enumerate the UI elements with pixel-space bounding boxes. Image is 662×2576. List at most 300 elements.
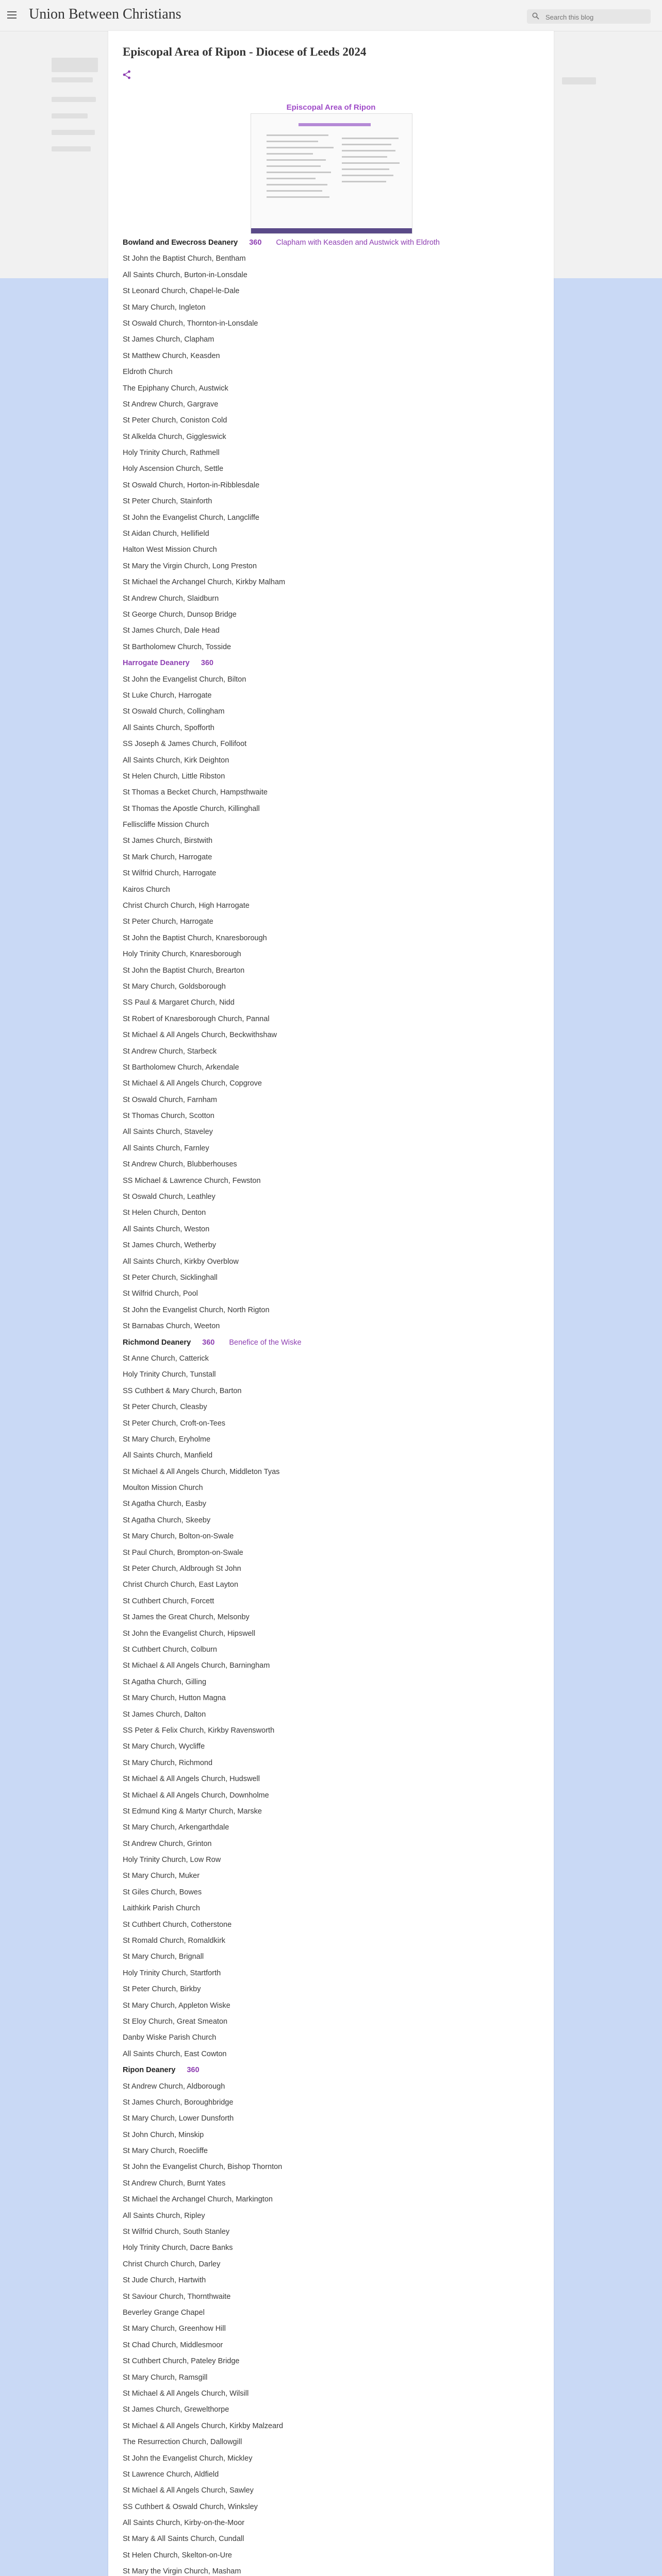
church-name: SS Peter & Felix Church, Kirkby Ravensworth [123,1726,275,1735]
church-name: All Saints Church, Kirk Deighton [123,756,229,765]
tour-360-link[interactable]: 360 [202,1338,215,1347]
church-name: SS Cuthbert & Mary Church, Barton [123,1386,242,1395]
thumbnail-text-line [267,172,331,173]
share-icon[interactable] [123,70,131,79]
church-item [123,2176,545,2192]
thumbnail-text-line [267,147,334,148]
church-name: St Anne Church, Catterick [123,1354,209,1363]
deanery-name: Richmond Deanery [123,1338,191,1347]
church-name: SS Paul & Margaret Church, Nidd [123,998,235,1007]
church-name: St George Church, Dunsop Bridge [123,610,237,619]
church-name: St Mary Church, Arkengarthdale [123,1823,229,1832]
church-name: SS Joseph & James Church, Follifoot [123,740,247,749]
deanery-name: Ripon Deanery [123,2066,176,2075]
church-item [123,332,545,348]
church-item [123,1981,545,1997]
tour-360-link[interactable]: 360 [187,2066,200,2075]
church-item [123,1367,545,1383]
church-item [123,2143,545,2159]
church-item [123,1707,545,1723]
thumbnail-text-line [267,134,328,136]
tour-360-link[interactable]: 360 [201,659,213,668]
thumbnail-text-line [342,162,400,164]
sidebar-placeholder [52,58,98,72]
church-name: Felliscliffe Mission Church [123,821,209,829]
church-item [123,898,545,914]
church-item [123,2257,545,2273]
thumbnail-text-line [267,196,329,198]
church-name: St John Church, Minskip [123,2130,204,2139]
church-item [123,445,545,461]
church-item [123,639,545,655]
church-item [123,2548,545,2564]
church-item [123,1302,545,1318]
church-name: St Saviour Church, Thornthwaite [123,2292,231,2301]
church-item [123,1416,545,1432]
church-item [123,558,545,574]
church-name: St Peter Church, Birkby [123,1985,201,1994]
church-name: The Epiphany Church, Austwick [123,384,228,393]
top-bar [0,0,662,31]
church-name: St Michael & All Angels Church, Middleton Tyas [123,1467,280,1476]
deanery-name: Harrogate Deanery [123,659,190,668]
church-name: St Leonard Church, Chapel-le-Dale [123,287,240,296]
deanery-name: Bowland and Ewecross Deanery [123,239,238,247]
church-name: All Saints Church, Kirkby Overblow [123,1257,239,1266]
church-item [123,623,545,639]
church-item [123,1270,545,1286]
church-name: Holy Trinity Church, Dacre Banks [123,2244,233,2252]
church-name: All Saints Church, Kirby-on-the-Moor [123,2519,245,2528]
thumbnail-text-line [267,165,321,167]
church-name: St Andrew Church, Aldborough [123,2082,225,2091]
church-name: St Bartholomew Church, Tosside [123,642,231,651]
church-item [123,2321,545,2337]
church-name: St Andrew Church, Burnt Yates [123,2179,226,2188]
church-item [123,769,545,785]
church-name: St Mary Church, Ingleton [123,303,206,312]
church-item [123,397,545,413]
church-name: St Michael the Archangel Church, Kirkby Malham [123,578,286,587]
church-item [123,1545,545,1561]
menu-icon[interactable] [7,11,16,19]
church-item [123,1949,545,1965]
church-name: St Jude Church, Hartwith [123,2276,206,2285]
deanery-heading [123,2062,545,2078]
church-name: All Saints Church, Weston [123,1225,210,1233]
church-name: Holy Trinity Church, Startforth [123,1969,221,1977]
church-item [123,1044,545,1060]
church-item [123,736,545,752]
church-name: St John the Baptist Church, Knaresborough [123,934,267,942]
church-item [123,2467,545,2483]
church-name: Halton West Mission Church [123,546,217,554]
church-item [123,930,545,946]
church-name: St Bartholomew Church, Arkendale [123,1063,239,1072]
church-name: St Mary the Virgin Church, Long Preston [123,562,257,570]
church-name: St Andrew Church, Slaidburn [123,594,219,603]
church-name: St Cuthbert Church, Pateley Bridge [123,2357,240,2366]
church-item [123,2208,545,2224]
church-name: St Luke Church, Harrogate [123,691,212,700]
search-box[interactable] [527,9,651,24]
church-name: St Wilfrid Church, Harrogate [123,869,217,878]
church-item [123,1092,545,1108]
tour-360-link[interactable]: 360 [249,239,262,247]
church-name: SS Michael & Lawrence Church, Fewston [123,1176,261,1185]
church-item [123,2353,545,2369]
church-item [123,1771,545,1787]
church-name: St Mary Church, Goldsborough [123,982,226,991]
church-item [123,2402,545,2418]
church-item [123,1965,545,1981]
search-input[interactable] [544,11,648,23]
church-item [123,1351,545,1367]
church-name: St Mark Church, Harrogate [123,853,212,861]
church-item [123,817,545,833]
church-item [123,1577,545,1593]
church-item [123,2192,545,2208]
church-item [123,542,545,558]
church-name: St Peter Church, Stainforth [123,497,212,506]
church-name: St John the Evangelist Church, North Rigton [123,1306,270,1314]
thumbnail-text-line [342,168,389,170]
thumbnail-title-line [299,123,371,126]
church-item [123,413,545,429]
church-name: St Wilfrid Church, Pool [123,1290,198,1298]
church-name: St Michael & All Angels Church, Wilsill [123,2389,249,2398]
church-item [123,1399,545,1415]
church-name: St Eloy Church, Great Smeaton [123,2017,228,2026]
church-name: St Peter Church, Coniston Cold [123,416,227,425]
church-item [123,995,545,1011]
church-name: St Michael the Archangel Church, Markington [123,2195,273,2204]
thumbnail-text-line [267,153,313,155]
church-item [123,1529,545,1545]
church-item [123,348,545,364]
church-name: St Mary Church, Appleton Wiske [123,2001,230,2010]
church-name: St Andrew Church, Gargrave [123,400,219,409]
church-name: St James Church, Dalton [123,1710,206,1719]
thumbnail-text-line [267,159,326,161]
church-item [123,1998,545,2014]
benefice-link[interactable]: Benefice of the Wiske [229,1338,302,1347]
church-item [123,2386,545,2402]
church-item [123,300,545,316]
church-item [123,1011,545,1027]
church-item [123,2046,545,2062]
church-item [123,688,545,704]
church-item [123,882,545,898]
church-name: St Michael & All Angels Church, Sawley [123,2486,254,2495]
church-name: St Michael & All Angels Church, Downholme [123,1791,269,1800]
church-name: Eldroth Church [123,368,173,377]
church-name: St Aidan Church, Hellifield [123,530,209,538]
church-item [123,2434,545,2450]
map-thumbnail[interactable] [251,113,412,234]
church-name: All Saints Church, East Cowton [123,2049,227,2058]
church-item [123,2531,545,2547]
church-name: St John the Baptist Church, Brearton [123,966,245,975]
church-name: St Barnabas Church, Weeton [123,1322,220,1331]
church-item [123,1318,545,1334]
church-name: All Saints Church, Staveley [123,1128,213,1137]
church-name: St John the Evangelist Church, Mickley [123,2454,253,2463]
church-name: St Oswald Church, Farnham [123,1095,217,1104]
church-item [123,2418,545,2434]
church-item [123,1674,545,1690]
benefice-link[interactable]: Clapham with Keasden and Austwick with Eldroth [276,239,440,247]
church-item [123,2305,545,2321]
church-item [123,2127,545,2143]
church-name: St Mary Church, Greenhow Hill [123,2325,226,2333]
church-name: St Michael & All Angels Church, Barningham [123,1662,270,1670]
church-name: St Helen Church, Little Ribston [123,772,225,781]
church-name: Holy Ascension Church, Settle [123,465,224,473]
church-item [123,785,545,801]
church-item [123,267,545,283]
church-name: St Mary Church, Wycliffe [123,1742,205,1751]
church-item [123,979,545,995]
church-name: St Oswald Church, Thornton-in-Lonsdale [123,319,258,328]
church-name: All Saints Church, Manfield [123,1451,213,1460]
church-name: Holy Trinity Church, Low Row [123,1856,221,1865]
church-item [123,1108,545,1124]
thumbnail-text-line [267,184,327,185]
church-item [123,2483,545,2499]
church-item [123,1901,545,1917]
church-item [123,381,545,397]
church-name: St Andrew Church, Starbeck [123,1047,217,1056]
church-item [123,364,545,380]
church-name: St Mary Church, Hutton Magna [123,1694,226,1703]
sidebar-placeholder [52,77,93,82]
church-item [123,1933,545,1949]
sidebar-placeholder [562,77,596,84]
church-item [123,1804,545,1820]
church-item [123,672,545,688]
image-caption: Episcopal Area of Ripon [286,103,376,112]
church-name: St Peter Church, Harrogate [123,918,213,926]
church-item [123,1868,545,1884]
church-name: Christ Church Church, East Layton [123,1581,239,1589]
church-name: St Helen Church, Skelton-on-Ure [123,2551,232,2560]
church-item [123,1496,545,1512]
church-item [123,1852,545,1868]
church-item [123,2273,545,2289]
church-name: St John the Evangelist Church, Langcliffe [123,513,259,522]
church-item [123,591,545,607]
church-item [123,2515,545,2531]
church-item [123,1917,545,1933]
church-item [123,720,545,736]
thumbnail-footer-bar [251,228,412,233]
church-name: St Thomas Church, Scotton [123,1112,214,1121]
church-name: St Mary & All Saints Church, Cundall [123,2535,244,2544]
church-name: Christ Church Church, High Harrogate [123,902,250,910]
church-name: St John the Evangelist Church, Hipswell [123,1629,256,1638]
church-item [123,914,545,930]
church-item [123,801,545,817]
church-name: St James Church, Boroughbridge [123,2098,234,2107]
church-item [123,1561,545,1577]
church-name: St Paul Church, Brompton-on-Swale [123,1548,243,1557]
church-name: St James Church, Clapham [123,335,214,344]
thumbnail-text-line [267,141,318,142]
church-item [123,1480,545,1496]
church-item [123,1076,545,1092]
church-name: St Peter Church, Croft-on-Tees [123,1419,226,1428]
church-item [123,1222,545,1238]
church-name: Moulton Mission Church [123,1484,203,1493]
church-item [123,1205,545,1221]
church-name: St Thomas a Becket Church, Hampsthwaite [123,788,268,797]
church-name: St Edmund King & Martyr Church, Marske [123,1807,262,1816]
church-item [123,478,545,494]
church-name: St Agatha Church, Easby [123,1500,207,1509]
church-name: St John the Baptist Church, Bentham [123,255,246,263]
church-item [123,1739,545,1755]
post-container [108,31,554,2576]
church-name: Kairos Church [123,885,170,894]
church-item [123,1609,545,1625]
church-item [123,866,545,882]
church-item [123,2337,545,2353]
church-item [123,1238,545,1253]
church-name: St Michael & All Angels Church, Beckwithshaw [123,1031,277,1040]
church-name: St Romald Church, Romaldkirk [123,1937,226,1945]
church-item [123,1464,545,1480]
church-name: St Mary Church, Roecliffe [123,2147,208,2156]
church-name: St Michael & All Angels Church, Kirkby Malzeard [123,2421,284,2430]
church-name: St Andrew Church, Blubberhouses [123,1160,237,1169]
church-name: St Mary Church, Eryholme [123,1435,211,1444]
church-name: St Agatha Church, Skeeby [123,1516,211,1524]
church-item [123,1254,545,1270]
church-name: St Peter Church, Sicklinghall [123,1274,218,1282]
church-item [123,1027,545,1043]
church-item [123,2111,545,2127]
church-item [123,1448,545,1464]
thumbnail-text-line [342,144,391,145]
church-item [123,1124,545,1140]
church-item [123,704,545,720]
church-item [123,316,545,332]
church-name: St Helen Church, Denton [123,1209,206,1217]
church-name: All Saints Church, Farnley [123,1144,209,1153]
sidebar-placeholder [52,97,96,102]
church-item [123,526,545,542]
church-item [123,251,545,267]
church-item [123,2564,545,2576]
post-title: Episcopal Area of Ripon - Diocese of Leeds 2024 [123,45,367,58]
church-item [123,2095,545,2111]
church-item [123,1690,545,1706]
church-name: St Michael & All Angels Church, Copgrove [123,1079,262,1088]
church-name: St Peter Church, Aldbrough St John [123,1565,241,1573]
church-name: St Chad Church, Middlesmoor [123,2341,223,2349]
thumbnail-text-line [342,138,399,139]
church-item [123,461,545,477]
church-item [123,1513,545,1529]
church-name: St Mary the Virgin Church, Masham [123,2567,241,2576]
church-name: St Matthew Church, Keasden [123,351,220,360]
thumbnail-text-line [342,156,387,158]
church-item [123,2079,545,2095]
church-item [123,1432,545,1448]
church-name: Holy Trinity Church, Knaresborough [123,950,241,959]
church-item [123,1594,545,1609]
church-name: All Saints Church, Burton-in-Lonsdale [123,270,247,279]
church-name: SS Cuthbert & Oswald Church, Winksley [123,2502,258,2511]
church-name: The Resurrection Church, Dallowgill [123,2438,242,2447]
church-name: St John the Evangelist Church, Bilton [123,675,246,684]
church-name: Beverley Grange Chapel [123,2309,205,2317]
church-name: St Cuthbert Church, Forcett [123,1597,214,1605]
church-name: Christ Church Church, Darley [123,2260,221,2268]
church-item [123,2289,545,2305]
church-name: Danby Wiske Parish Church [123,2033,217,2042]
church-item [123,283,545,299]
church-item [123,2451,545,2467]
church-item [123,2370,545,2386]
church-item [123,1189,545,1205]
church-name: Holy Trinity Church, Tunstall [123,1370,216,1379]
church-name: All Saints Church, Spofforth [123,723,214,732]
church-item [123,1157,545,1173]
sidebar-placeholder [52,130,95,135]
church-name: St James Church, Wetherby [123,1241,217,1250]
church-item [123,1836,545,1852]
sidebar-placeholder [52,146,91,151]
church-item [123,494,545,510]
church-name: St Cuthbert Church, Cotherstone [123,1920,232,1929]
thumbnail-text-line [342,150,395,151]
church-name: St Cuthbert Church, Colburn [123,1645,217,1654]
church-item [123,1173,545,1189]
church-item [123,1658,545,1674]
church-name: St Mary Church, Brignall [123,1953,204,1961]
church-name: St Peter Church, Cleasby [123,1403,207,1412]
sidebar-placeholder [52,113,88,118]
church-item [123,1788,545,1804]
church-item [123,1141,545,1157]
church-item [123,850,545,866]
church-name: St Thomas the Apostle Church, Killinghall [123,804,260,813]
church-name: Holy Trinity Church, Rathmell [123,449,220,457]
church-item [123,833,545,849]
church-name: St Giles Church, Bowes [123,1888,202,1896]
church-name: St Michael & All Angels Church, Hudswell [123,1775,260,1784]
church-item [123,2014,545,2030]
church-item [123,1820,545,1836]
church-item [123,963,545,979]
church-name: St Robert of Knaresborough Church, Pannal [123,1014,270,1023]
church-name: St Mary Church, Lower Dunsforth [123,2114,234,2123]
church-item [123,1642,545,1658]
church-item [123,2159,545,2175]
site-title[interactable]: Union Between Christians [29,6,181,22]
church-name: St Andrew Church, Grinton [123,1839,212,1848]
church-name: St James Church, Birstwith [123,837,213,845]
church-name: St Oswald Church, Horton-in-Ribblesdale [123,481,260,489]
church-name: St Mary Church, Muker [123,1872,200,1880]
church-item [123,574,545,590]
church-name: St Alkelda Church, Giggleswick [123,432,226,441]
church-name: St Agatha Church, Gilling [123,1677,207,1686]
church-name: St Mary Church, Richmond [123,1758,213,1767]
church-item [123,2499,545,2515]
